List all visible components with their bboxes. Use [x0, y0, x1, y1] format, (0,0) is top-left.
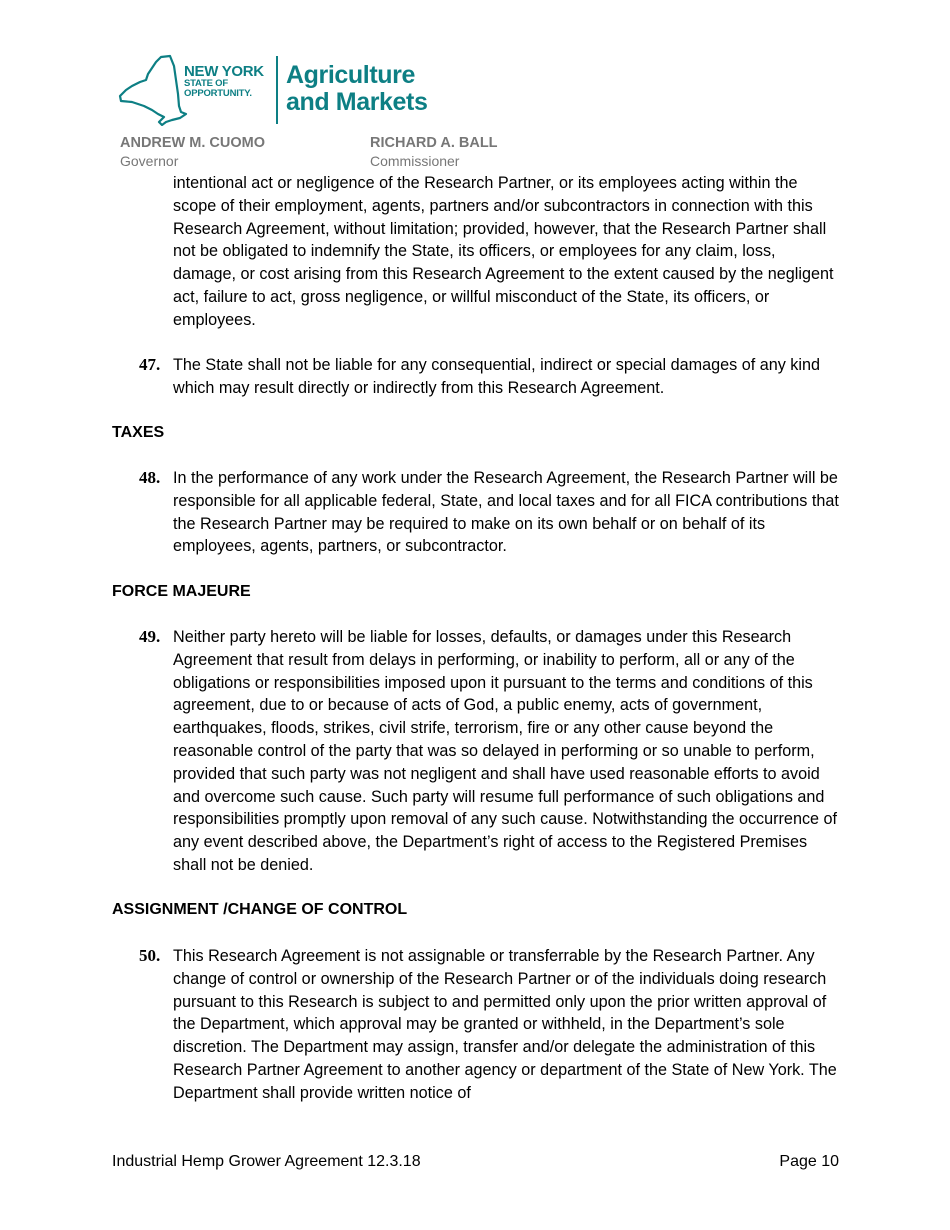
- governor-name: ANDREW M. CUOMO: [120, 135, 265, 151]
- agency-line-2: and Markets: [286, 88, 428, 116]
- item-text-50: This Research Agreement is not assignable or transferrable by the Research Partner. Any change of control or ownership of the Research Partner or of the individuals doing research pursuant to this Research is subject to and permitted only upon the prior written approval of the Department, which approval may be granted or withheld, in the Department’s sole discretion. The Department may assign, transfer and/or delegate the administration of this Research Partner Agreement to another agency or department of the State of New York. The Department shall provide written notice of: [173, 947, 837, 1102]
- state-name: NEW YORK: [184, 63, 264, 80]
- footer-document-title: Industrial Hemp Grower Agreement 12.3.18: [112, 1153, 421, 1170]
- assignment-heading: ASSIGNMENT /CHANGE OF CONTROL: [112, 901, 408, 918]
- state-tagline-1: STATE OF: [184, 78, 228, 89]
- commissioner-title: Commissioner: [370, 153, 460, 169]
- state-tagline-2: OPPORTUNITY.: [184, 88, 252, 99]
- agency-line-1: Agriculture: [286, 61, 415, 89]
- governor-block: [120, 134, 265, 170]
- commissioner-name: RICHARD A. BALL: [370, 135, 498, 151]
- footer-page-number: Page 10: [779, 1153, 839, 1170]
- taxes-heading: TAXES: [112, 424, 165, 441]
- agency-name: [286, 62, 428, 116]
- ny-state-wordmark: [184, 64, 264, 99]
- item-number-49: 49.: [139, 627, 161, 646]
- item-text-48: In the performance of any work under the Research Agreement, the Research Partner will be responsible for all applicable federal, State, and local taxes and for all FICA contributions that the Research Partner may be required to make on its own behalf or on behalf of its employees, agents, partners, or subcontractor.: [173, 469, 839, 556]
- item-number-47: 47.: [139, 355, 161, 374]
- governor-title: Governor: [120, 153, 179, 169]
- logo-divider: [276, 56, 278, 124]
- item-number-48: 48.: [139, 468, 161, 487]
- item-text-49: Neither party hereto will be liable for losses, defaults, or damages under this Research Agreement that result from delays in performing, or inability to perform, all or any of the obligations or responsibilities imposed upon it pursuant to the terms and conditions of this agreement, due to or because of acts of God, a public enemy, acts of government, earthquakes, floods, strikes, civil strife, terrorism, fire or any other cause beyond the reasonable control of the party that was so delayed in performing or so unable to perform, provided that such party was not negligent and shall have used reasonable efforts to avoid and overcome such cause. Such party will resume full performance of such obligations and responsibilities promptly upon removal of any such cause. Notwithstanding the occurrence of any event described above, the Department’s right of access to the Registered Premises shall not be denied.: [173, 628, 838, 874]
- continuation-paragraph: intentional act or negligence of the Research Partner, or its employees acting within the scope of their employment, agents, partners and/or subcontractors in connection with this Research Agreement, without limitation; provided, however, that the Research Partner shall not be obligated to indemnify the State, its officers, or employees for any claim, loss, damage, or cost arising from this Research Agreement to the extent caused by the negligent act, failure to act, gross negligence, or willful misconduct of the State, its officers, or employees.: [173, 174, 834, 329]
- letterhead: [118, 52, 538, 172]
- commissioner-block: [370, 134, 498, 170]
- item-number-50: 50.: [139, 946, 161, 965]
- item-text-47: The State shall not be liable for any consequential, indirect or special damages of any kind which may result directly or indirectly from this Research Agreement.: [173, 356, 820, 397]
- new-york-state-outline-icon: [118, 54, 188, 126]
- force-majeure-heading: FORCE MAJEURE: [112, 583, 251, 600]
